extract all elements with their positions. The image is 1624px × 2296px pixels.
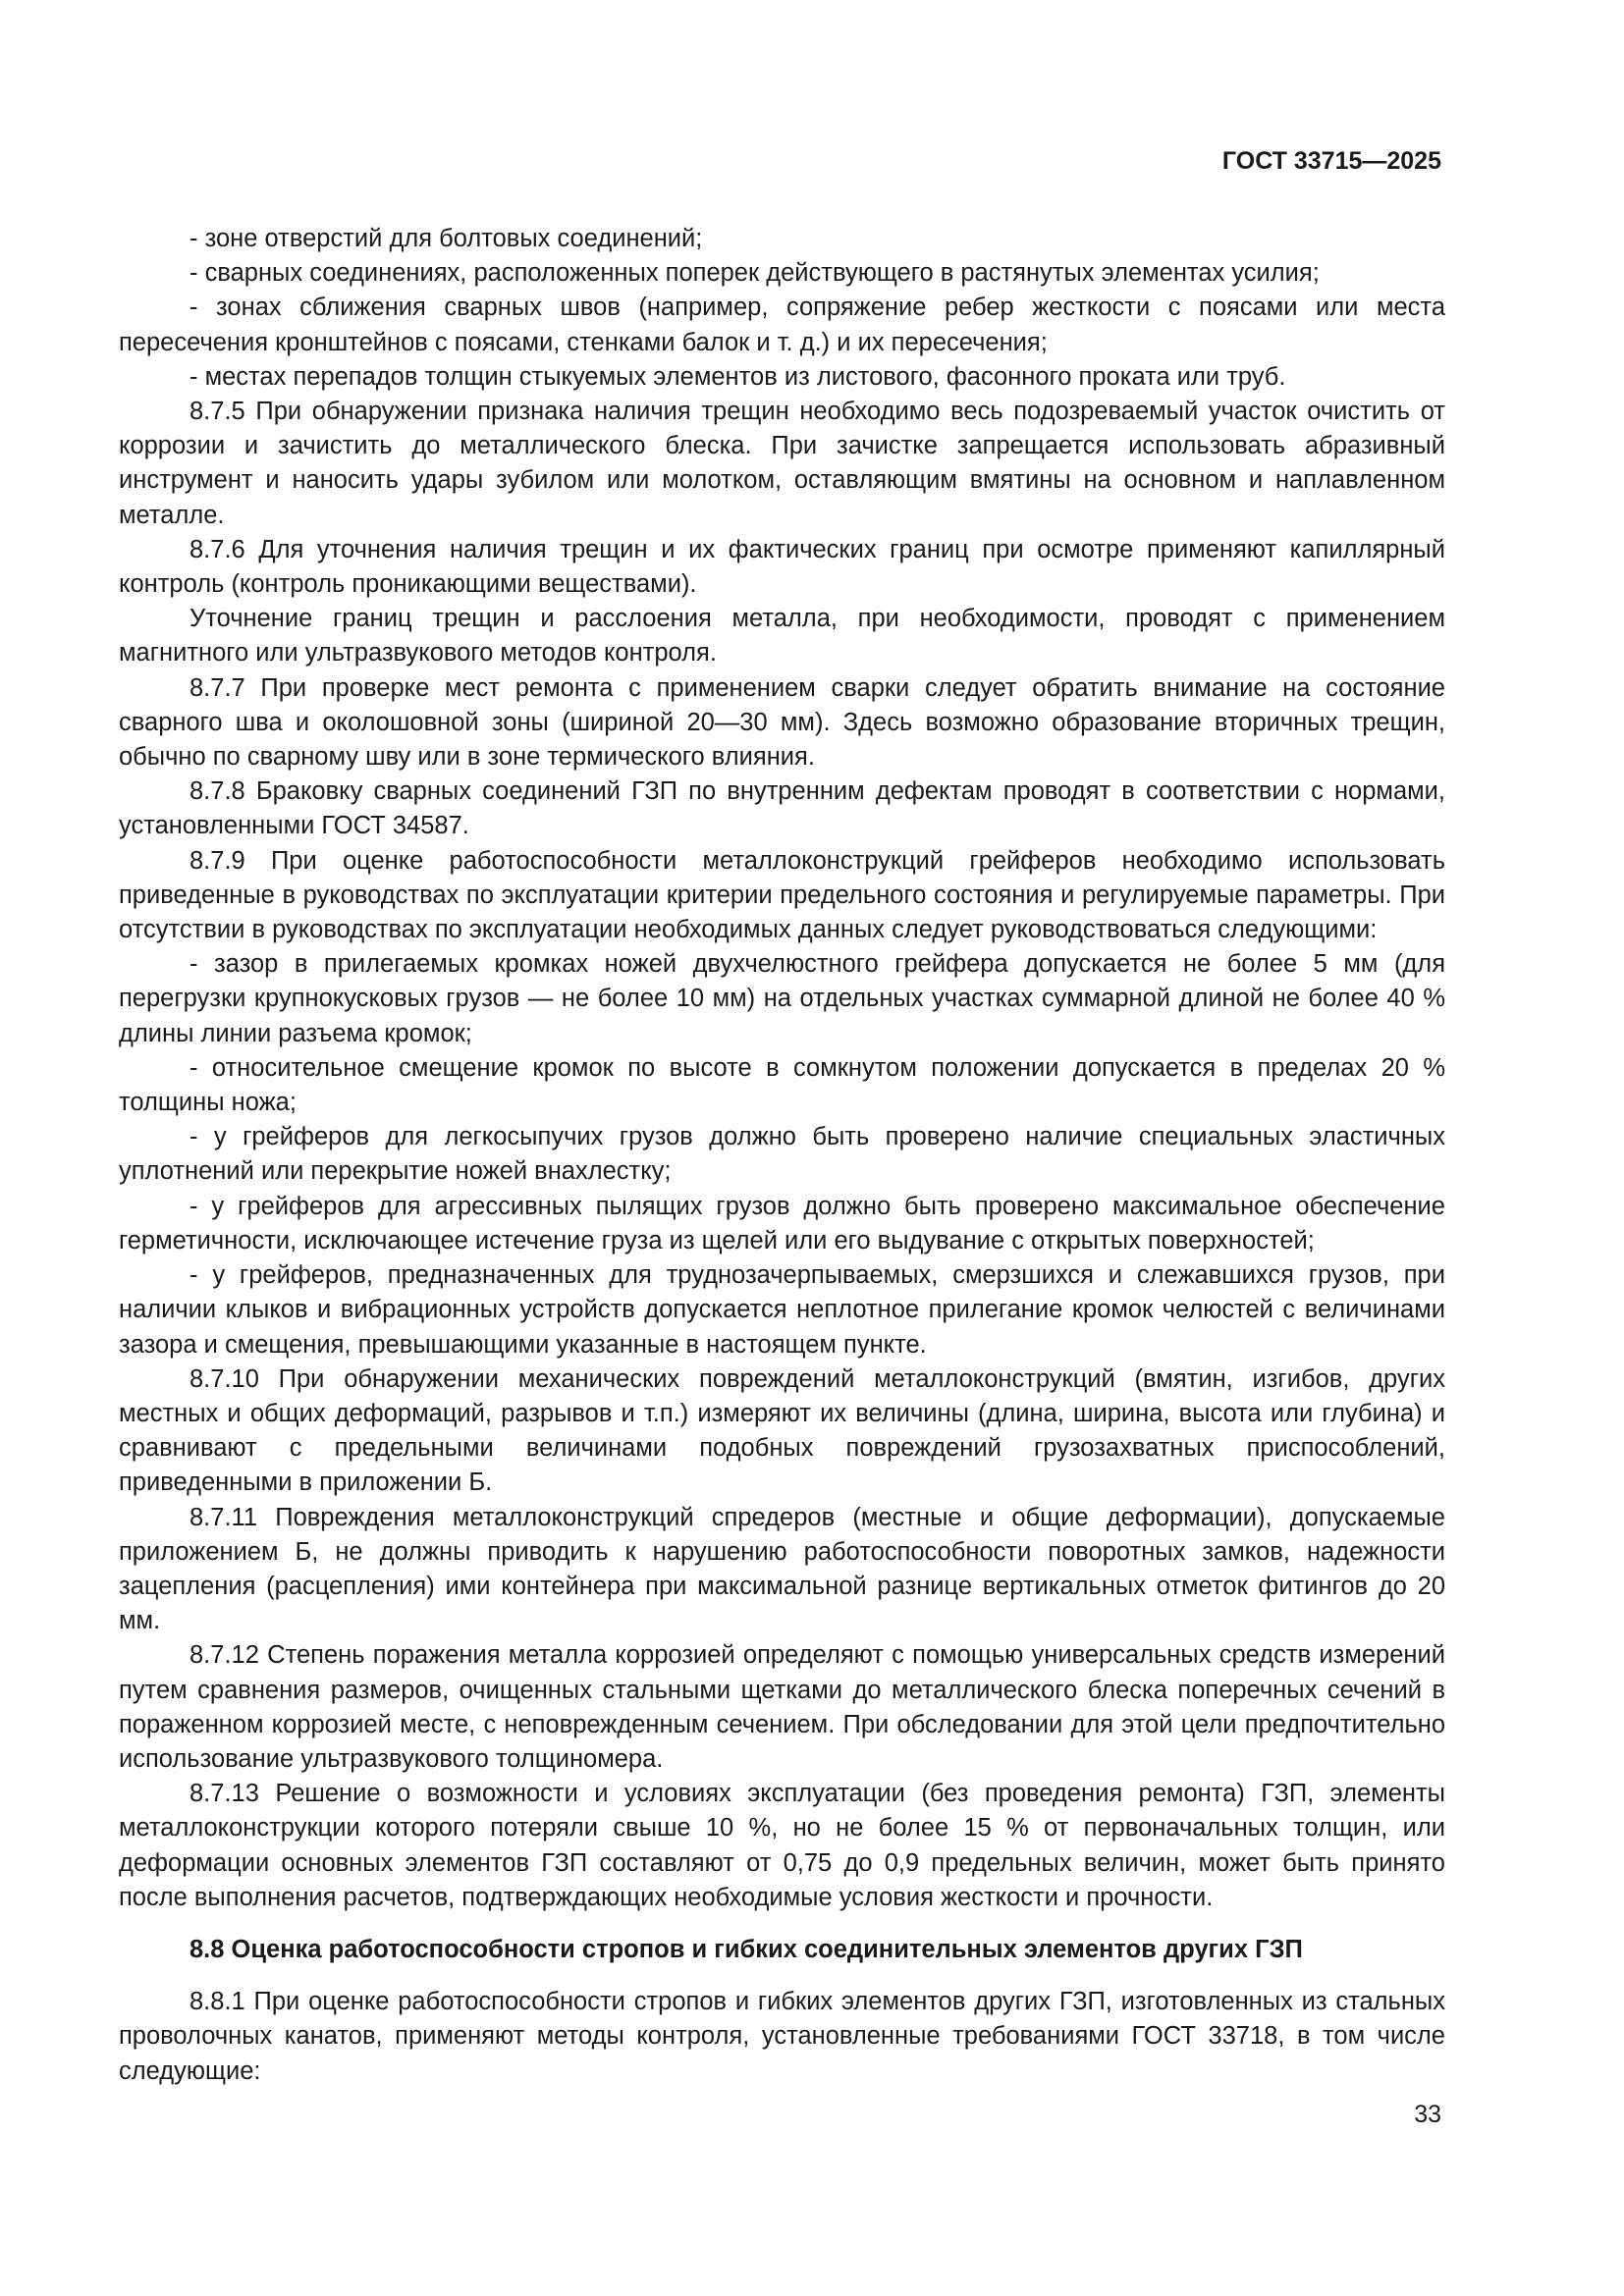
clause-8-7-12: 8.7.12 Степень поражения металла коррозией определяют с помощью универсальных средств измерений путем сравнения размеров, очищенных стальными щетками до металлического блеска поперечных сечений в пораженном коррозией месте, с неповрежденным сечением. При обследовании для этой цели предпочтительно использование ультразвукового толщиномера. bbox=[119, 1641, 1445, 1773]
body-paragraph: Уточнение границ трещин и расслоения металла, при необходимости, проводят с применением магнитного или ультразвукового методов контроля. bbox=[119, 605, 1445, 667]
clause-8-7-7: 8.7.7 При проверке мест ремонта с применением сварки следует обратить внимание на состояние сварного шва и околошовной зоны (шириной 20—30 мм). Здесь возможно образование вторичных трещин, обычно по сварному шву или в зоне термического влияния. bbox=[119, 673, 1445, 772]
list-item: - зоне отверстий для болтовых соединений; bbox=[189, 225, 703, 252]
clause-8-7-13: 8.7.13 Решение о возможности и условиях эксплуатации (без проведения ремонта) ГЗП, элементы металлоконструкции которого потеряли свыше 10 %, но не более 15 % от первоначальных толщин, или деформации основных элементов ГЗП составляют от 0,75 до 0,9 предельных величин, может быть принято после выполнения расчетов, подтверждающих необходимые условия жесткости и прочности. bbox=[119, 1780, 1445, 1911]
clause-8-7-5: 8.7.5 При обнаружении признака наличия трещин необходимо весь подозреваемый участок очистить от коррозии и зачистить до металлического блеска. При зачистке запрещается использовать абразивный инструмент и наносить удары зубилом или молотком, оставляющим вмятины на основном и наплавленном металле. bbox=[119, 398, 1445, 529]
clause-8-7-9: 8.7.9 При оценке работоспособности металлоконструкций грейферов необходимо использовать приведенные в руководствах по эксплуатации критерии предельного состояния и регулируемые параметры. При отсутствии в руководствах по эксплуатации необходимых данных следует руководствоваться следующими: bbox=[119, 846, 1445, 944]
list-item: - у грейферов для легкосыпучих грузов должно быть проверено наличие специальных эластичных уплотнений или перекрытие ножей внахлестку; bbox=[119, 1123, 1445, 1186]
document-number-header: ГОСТ 33715—2025 bbox=[1221, 147, 1441, 175]
section-heading-8-8: 8.8 Оценка работоспособности стропов и гибких соединительных элементов других ГЗП bbox=[189, 1935, 1303, 1963]
page-number: 33 bbox=[1414, 2101, 1441, 2128]
list-item: - зазор в прилегаемых кромках ножей двухчелюстного грейфера допускается не более 5 мм (для перегрузки крупнокусковых грузов — не более 10 мм) на отдельных участках суммарной длиной не более 40 % длины линии разъема кромок; bbox=[119, 950, 1445, 1047]
clause-8-7-6: 8.7.6 Для уточнения наличия трещин и их фактических границ при осмотре применяют капиллярный контроль (контроль проникающими веществами). bbox=[119, 535, 1445, 599]
list-item: - сварных соединениях, расположенных поперек действующего в растянутых элементах усилия; bbox=[189, 259, 1320, 288]
clause-8-8-1: 8.8.1 При оценке работоспособности стропов и гибких элементов других ГЗП, изготовленных из стальных проволочных канатов, применяют методы контроля, установленные требованиями ГОСТ 33718, в том числе следующие: bbox=[119, 1988, 1445, 2085]
clause-8-7-10: 8.7.10 При обнаружении механических повреждений металлоконструкций (вмятин, изгибов, других местных и общих деформаций, разрывов и т.п.) измеряют их величины (длина, ширина, высота или глубина) и сравнивают с предельными величинами подобных повреждений грузозахватных приспособлений, приведенными в приложении Б. bbox=[119, 1364, 1445, 1497]
clause-8-7-11: 8.7.11 Повреждения металлоконструкций спредеров (местные и общие деформации), допускаемые приложением Б, не должны приводить к нарушению работоспособности поворотных замков, надежности зацепления (расцепления) ими контейнера при максимальной разнице вертикальных отметок фитингов до 20 мм. bbox=[119, 1503, 1445, 1635]
list-item: - местах перепадов толщин стыкуемых элементов из листового, фасонного проката или труб. bbox=[189, 362, 1286, 391]
list-item: - зонах сближения сварных швов (например, сопряжение ребер жесткости с поясами или места пересечения кронштейнов с поясами, стенками балок и т. д.) и их пересечения; bbox=[119, 294, 1445, 356]
list-item: - относительное смещение кромок по высоте в сомкнутом положении допускается в пределах 20 % толщины ножа; bbox=[119, 1053, 1445, 1117]
list-item: - у грейферов, предназначенных для труднозачерпываемых, смерзшихся и слежавшихся грузов, при наличии клыков и вибрационных устройств допускается неплотное прилегание кромок челюстей с величинами зазора и смещения, превышающими указанные в настоящем пункте. bbox=[119, 1261, 1445, 1359]
page-body bbox=[119, 222, 1445, 2089]
list-item: - у грейферов для агрессивных пылящих грузов должно быть проверено максимальное обеспечение герметичности, исключающее истечение груза из щелей или его выдувание с открытых поверхностей; bbox=[119, 1192, 1445, 1255]
clause-8-7-8: 8.7.8 Браковку сварных соединений ГЗП по внутренним дефектам проводят в соответствии с нормами, установленными ГОСТ 34587. bbox=[119, 777, 1445, 840]
